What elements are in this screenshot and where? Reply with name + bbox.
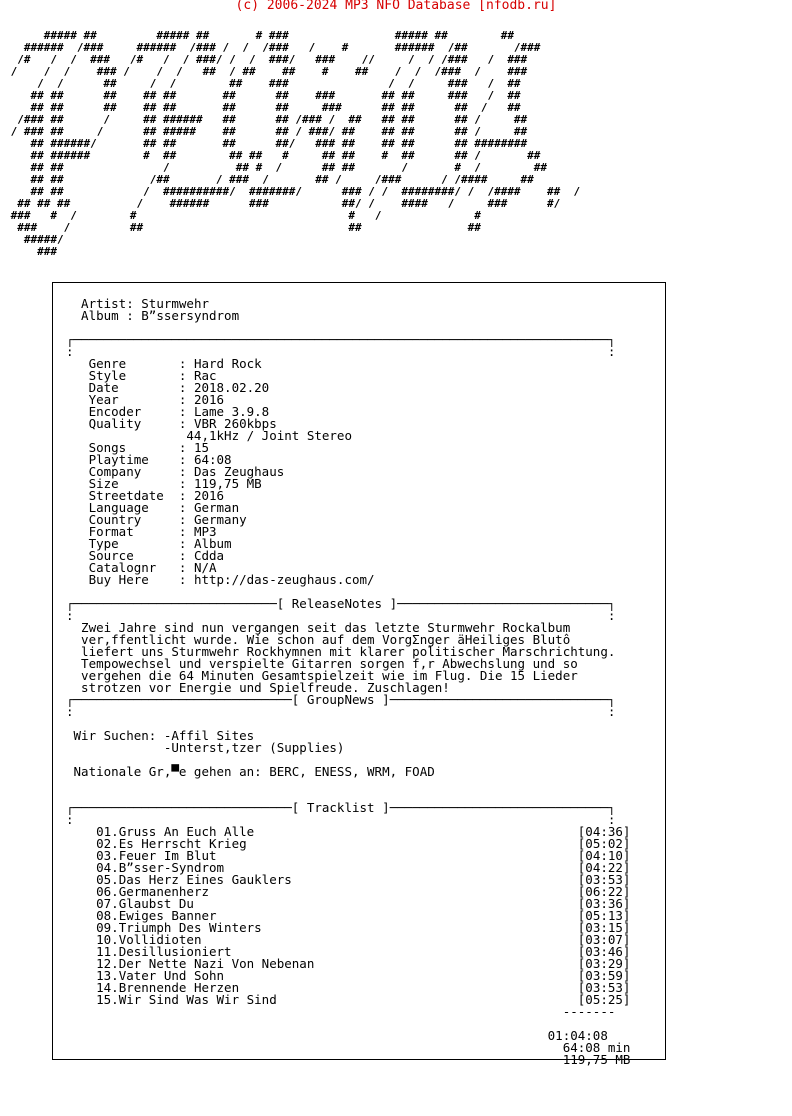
divider: ┌───────────────────────────── xyxy=(66,800,292,815)
group-news-title: [ GroupNews ] xyxy=(291,692,390,707)
track-time: [06:22] xyxy=(577,884,631,899)
detail-key: Playtime : xyxy=(66,452,194,467)
track-title: Vater Und Sohn xyxy=(118,968,225,983)
detail-value: Rac xyxy=(193,368,217,383)
detail-value: Lame 3.9.8 xyxy=(193,404,270,419)
detail-value: VBR 260kbps 44,1kHz / Joint Stereo xyxy=(186,416,352,443)
divider: ┌───────────────────────────────────────────────────────────────────────┐ xyxy=(66,332,616,347)
nfo-text xyxy=(66,298,630,1066)
track-title: Germanenherz xyxy=(118,884,209,899)
detail-key: Encoder : xyxy=(66,404,194,419)
divider: ────────────────────────────┐ xyxy=(397,596,616,611)
album-label: Album : xyxy=(66,308,142,323)
album-name: B”ssersyndrom xyxy=(141,308,240,323)
release-notes-line: Tempowechsel und verspielte Gitarren sorgen f‚r Abwechslung und so xyxy=(66,656,578,671)
track-number: 04. xyxy=(66,860,119,875)
track-number: 09. xyxy=(66,920,119,935)
ascii-logo: ##### ## ##### ## # ### ##### ## ## ###### /### ###### /### / / /### / # ###### /## /### /# / / ### /# / / ###/ / / ###/ ### // / / /### / ### / / / ### / / / ## / ## ## # ## / / /### / ### / / ## / / ## ### / / ### / ## ## ## ## ## ## ## ## ### ## ## ### / ## ## ## ## ## ## ## ## ### ## ## ## / ## /### ## / ## ###### ## ## /### / ## ## ## ## / ## / ### ## / ## ##### ## ## / ###/ ## ## ## ## / ## ## ######/ ## ## ## ##/ ### ## ## ## ## ######## ## ###### # ## ## ## # ## ## # ## ## / ## ## ## / ## # / ## ## / # / ## ## ## /## / ### / ## / /### / /#### ## ## ## / ##########/ #######/ ### / / ########/ / /#### ## / ## ## ## / ###### ### ##/ / #### / ### #/ ### # / # # / # ### / ## ## ## #####/ ### xyxy=(10,29,581,258)
detail-key: Date : xyxy=(66,380,194,395)
tracklist-title: [ Tracklist ] xyxy=(291,800,390,815)
divider: ┌─────────────────────────── xyxy=(66,596,277,611)
track-title: Vollidioten xyxy=(118,932,202,947)
track-title: Es Herrscht Krieg xyxy=(118,836,247,851)
track-title: Der Nette Nazi Von Nebenan xyxy=(118,956,315,971)
detail-value: 2018.02.20 xyxy=(193,380,270,395)
track-number: 12. xyxy=(66,956,119,971)
track-title: Gruss An Euch Alle xyxy=(118,824,255,839)
divider: : : xyxy=(66,704,616,719)
divider: ┌───────────────────────────── xyxy=(66,692,292,707)
detail-key: Country : xyxy=(66,512,194,527)
divider: : : xyxy=(66,812,616,827)
total-minutes: 64:08 min xyxy=(66,1040,631,1055)
track-title: Ewiges Banner xyxy=(118,908,217,923)
artist-name: Sturmwehr xyxy=(141,296,209,311)
detail-key: Company : xyxy=(66,464,194,479)
track-title: Das Herz Eines Gauklers xyxy=(118,872,292,887)
release-notes-title: [ ReleaseNotes ] xyxy=(276,596,398,611)
detail-value: Hard Rock xyxy=(193,356,262,371)
track-title: Glaubst Du xyxy=(118,896,194,911)
track-number: 02. xyxy=(66,836,119,851)
track-title: Brennende Herzen xyxy=(118,980,240,995)
release-notes-line: vergehen die 64 Minuten Gesamtspielzeit wie im Flug. Die 15 Lieder xyxy=(66,668,578,683)
detail-value: N/A xyxy=(193,560,217,575)
track-title: Triumph Des Winters xyxy=(118,920,262,935)
detail-value: Cdda xyxy=(193,548,225,563)
track-time: [03:53] xyxy=(577,872,631,887)
track-time: [04:10] xyxy=(577,848,631,863)
track-time: [04:36] xyxy=(577,824,631,839)
track-time: [03:07] xyxy=(577,932,631,947)
detail-key: Type : xyxy=(66,536,194,551)
copyright-header: (c) 2006-2024 MP3 NFO Database [nfodb.ru] xyxy=(235,0,557,13)
divider: : : xyxy=(66,608,616,623)
detail-key: Quality : xyxy=(66,416,194,431)
nfo-box xyxy=(52,282,666,1067)
detail-key: Year : xyxy=(66,392,194,407)
detail-key: Format : xyxy=(66,524,194,539)
detail-key: Style : xyxy=(66,368,194,383)
track-title: B”sser-Syndrom xyxy=(118,860,225,875)
track-title: Feuer Im Blut xyxy=(118,848,217,863)
detail-key: Buy Here : xyxy=(66,572,194,587)
detail-value: Das Zeughaus xyxy=(193,464,285,479)
track-time: [03:29] xyxy=(577,956,631,971)
track-time: [03:15] xyxy=(577,920,631,935)
artist-label: Artist: xyxy=(66,296,142,311)
track-title: Desillusioniert xyxy=(118,944,232,959)
track-number: 08. xyxy=(66,908,119,923)
totals-separator: ------- xyxy=(66,1004,616,1019)
track-time: [05:13] xyxy=(577,908,631,923)
track-number: 13. xyxy=(66,968,119,983)
track-number: 03. xyxy=(66,848,119,863)
track-time: [03:59] xyxy=(577,968,631,983)
divider: ─────────────────────────────┐ xyxy=(389,800,616,815)
detail-value: German xyxy=(193,500,240,515)
track-number: 01. xyxy=(66,824,119,839)
total-time: 01:04:08 xyxy=(66,1028,608,1043)
track-number: 07. xyxy=(66,896,119,911)
track-number: 06. xyxy=(66,884,119,899)
detail-value: Album xyxy=(193,536,232,551)
release-notes-line: liefert uns Sturmwehr Rockhymnen mit klarer politischer Marschrichtung. xyxy=(66,644,616,659)
detail-key: Streetdate : xyxy=(66,488,194,503)
detail-value: 15 xyxy=(193,440,209,455)
release-notes-line: Zwei Jahre sind nun vergangen seit das letzte Sturmwehr Rockalbum xyxy=(66,620,571,635)
detail-key: Genre : xyxy=(66,356,194,371)
track-number: 15. xyxy=(66,992,119,1007)
detail-key: Songs : xyxy=(66,440,194,455)
track-time: [05:25] xyxy=(577,992,631,1007)
track-title: Wir Sind Was Wir Sind xyxy=(118,992,277,1007)
detail-value: Germany xyxy=(193,512,247,527)
detail-value: 2016 xyxy=(193,488,225,503)
release-notes-line: strotzen vor Energie und Spielfreude. Zuschlagen! xyxy=(66,680,450,695)
group-news-line: Nationale Gr‚▀e gehen an: BERC, ENESS, WRM, FOAD xyxy=(66,764,435,779)
track-time: [03:46] xyxy=(577,944,631,959)
detail-value: MP3 xyxy=(193,524,217,539)
detail-key: Catalognr : xyxy=(66,560,194,575)
detail-value: 64:08 xyxy=(193,452,232,467)
track-number: 14. xyxy=(66,980,119,995)
track-time: [03:36] xyxy=(577,896,631,911)
group-news-line: Wir Suchen: -Affil Sites xyxy=(66,728,255,743)
track-time: [05:02] xyxy=(577,836,631,851)
track-time: [04:22] xyxy=(577,860,631,875)
track-number: 11. xyxy=(66,944,119,959)
group-news-line: -Unterst‚tzer (Supplies) xyxy=(66,740,345,755)
total-size: 119,75 MB xyxy=(66,1052,631,1067)
detail-value: http://das-zeughaus.com/ xyxy=(193,572,375,587)
detail-value: 2016 xyxy=(193,392,225,407)
divider: ─────────────────────────────┐ xyxy=(389,692,616,707)
divider: : : xyxy=(66,344,616,359)
detail-key: Size : xyxy=(66,476,194,491)
track-time: [03:53] xyxy=(577,980,631,995)
release-notes-line: ver‚ffentlicht wurde. Wie schon auf dem VorgΣnger äHeiliges Blutô xyxy=(66,632,571,647)
detail-key: Source : xyxy=(66,548,194,563)
track-number: 05. xyxy=(66,872,119,887)
detail-key: Language : xyxy=(66,500,194,515)
detail-value: 119,75 MB xyxy=(193,476,262,491)
track-number: 10. xyxy=(66,932,119,947)
